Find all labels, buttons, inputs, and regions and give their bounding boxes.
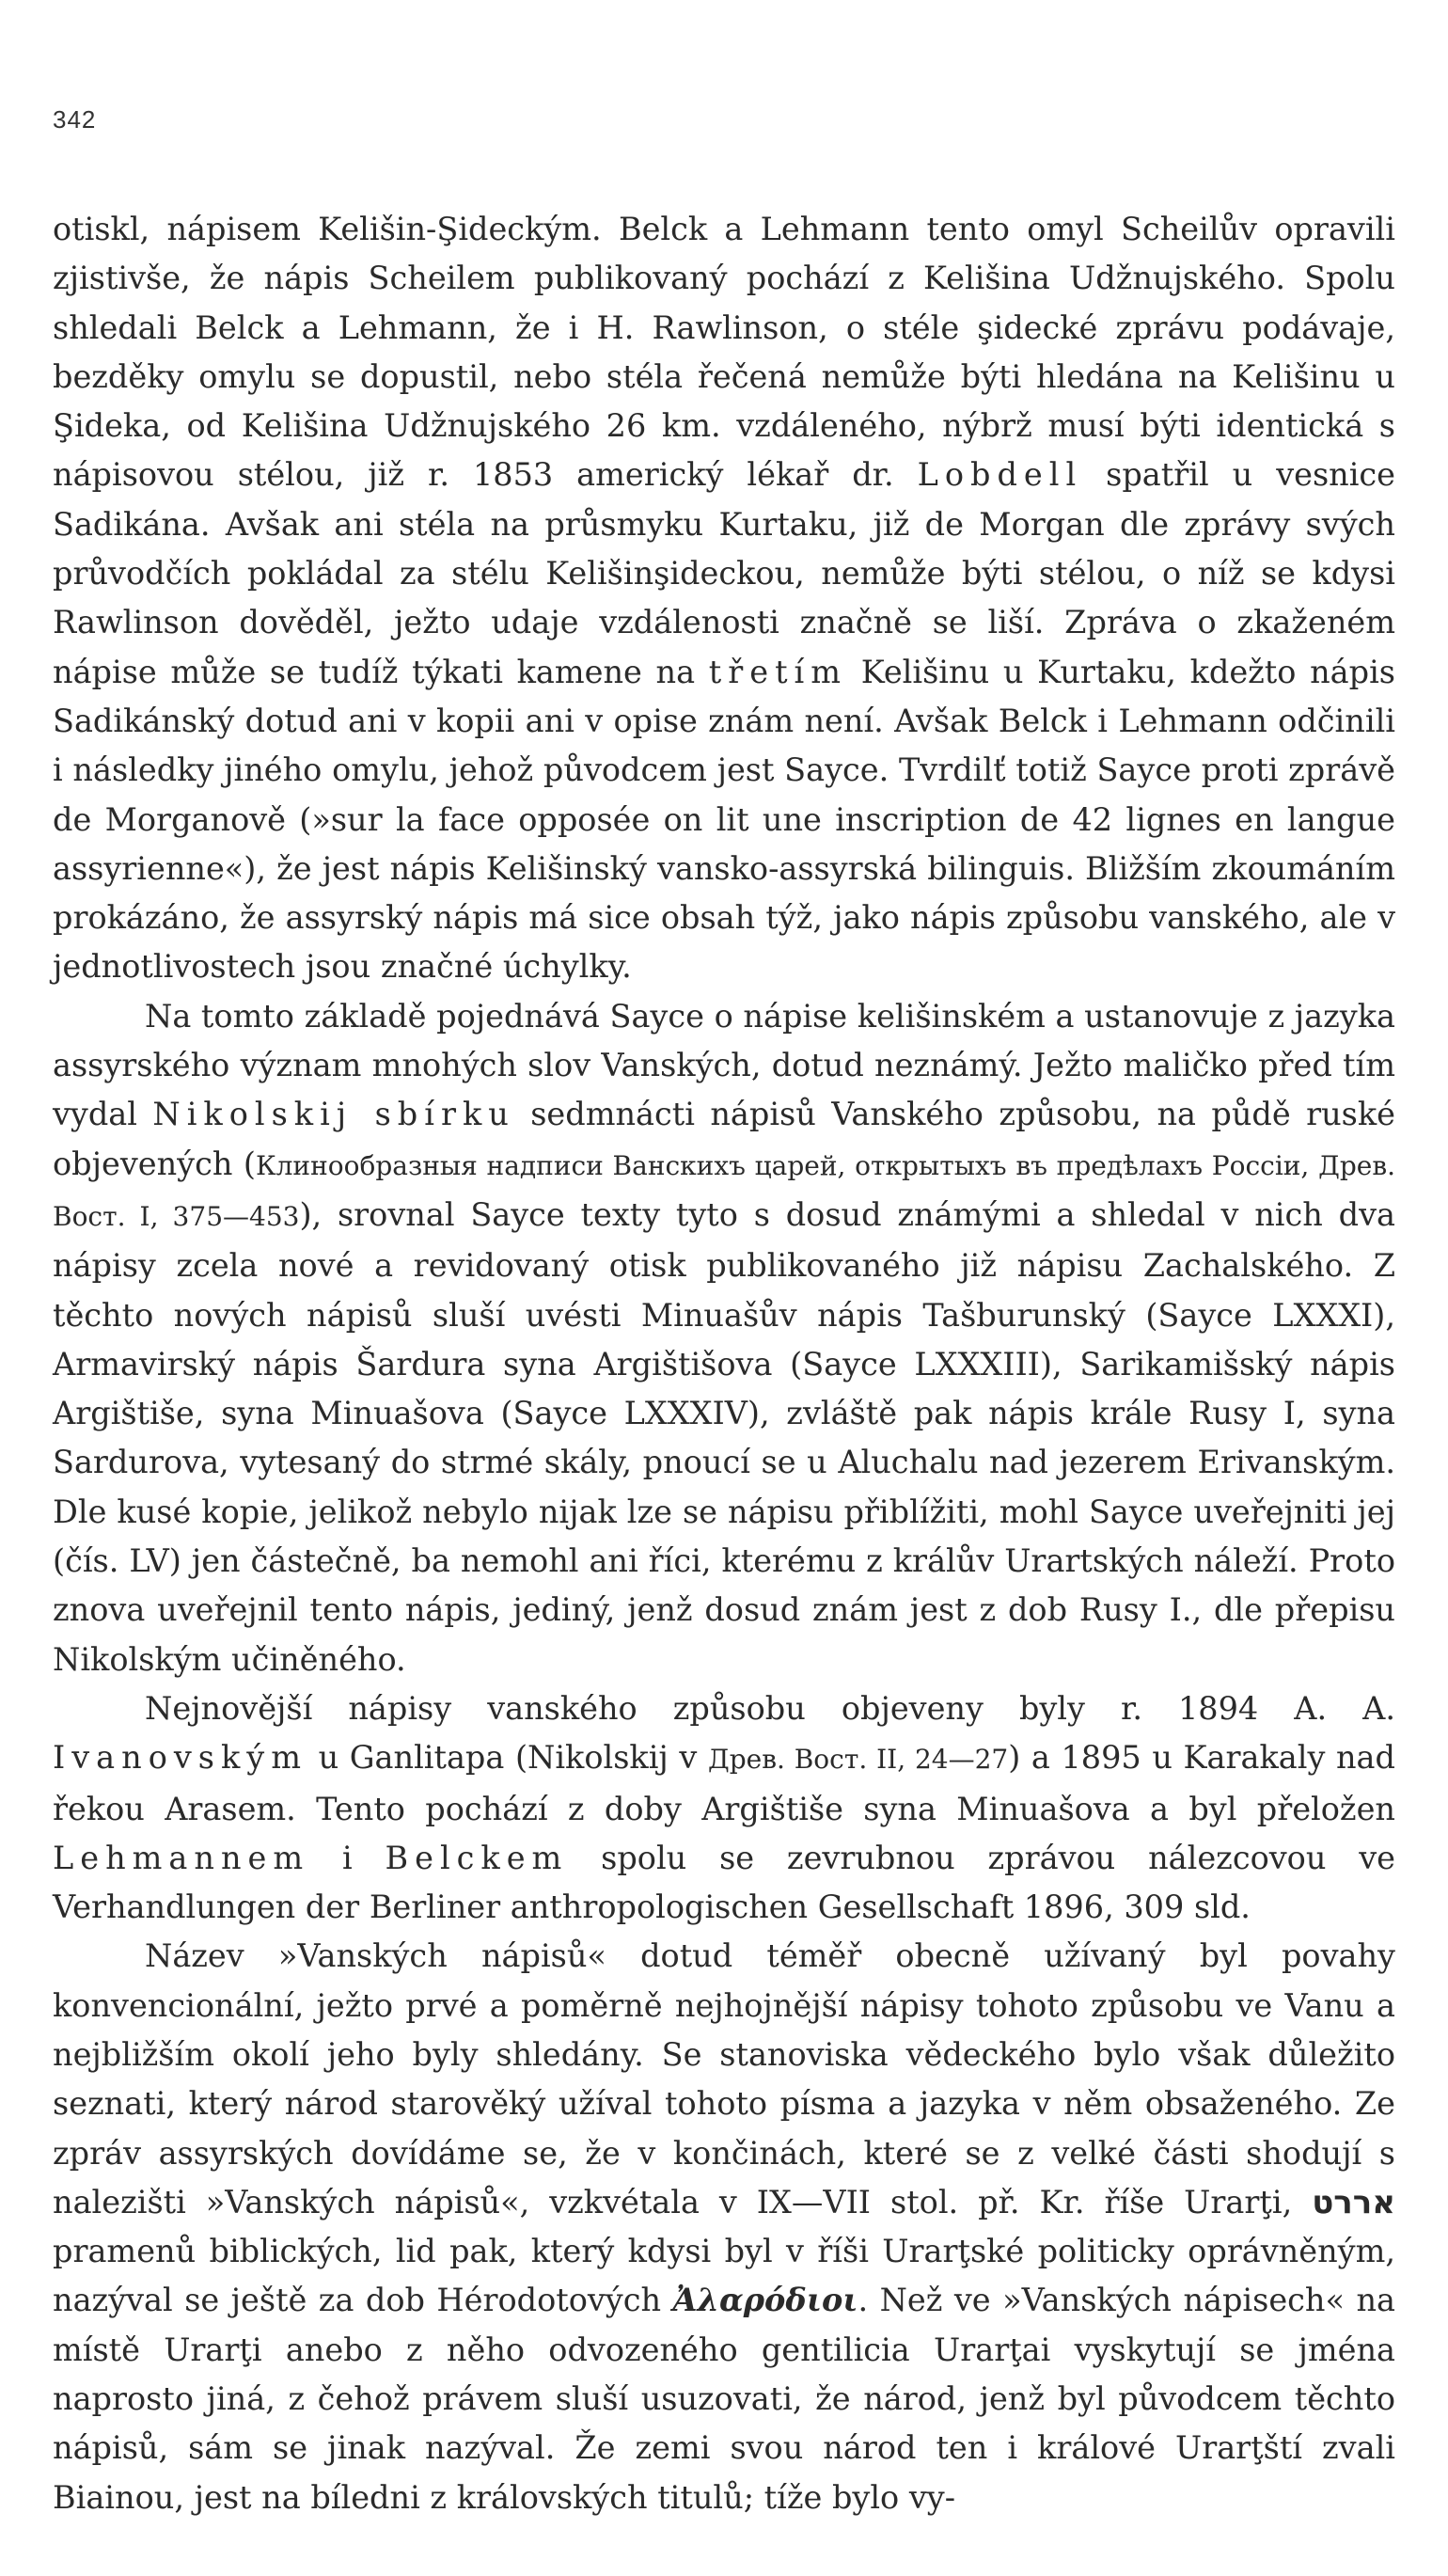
hebrew-term: אררט — [1312, 2183, 1395, 2221]
text-span: ) a 1895 u Karakaly nad řekou Arasem. Tento pochází z doby Argištiše syna Minuašova a byl přeložen — [53, 1739, 1395, 1827]
text-span: otiskl, nápisem Kelišin-Şideckým. Belck a Lehmann tento omyl Scheilův opravili zjistivše, že nápis Scheilem publikovaný pochází z Kelišina Udžnujského. Spolu shledali Belck a Lehmann, že i H. Rawlinson, o stéle şidecké zprávu podávaje, bezděky omylu se dopustil, nebo stéla řečená nemůže býti hledána na Kelišinu u Şideka, od Kelišina Udžnujského 26 km. vzdáleného, nýbrž musí býti identická s nápisovou stélou, již r. 1853 americký lékař dr. — [53, 211, 1395, 494]
text-span: spatřil u vesnice Sadikána. Avšak ani stéla na průsmyku Kurtaku, již de Morgan dle zprávy svých průvodčích pokládal za stélu Kelišinşideckou, nemůže býti stélou, o níž se kdysi Rawlinson dověděl, ježto udaje vzdálenosti značně se liší. Zpráva o zkaženém nápise může se tudíž týkati kamene na — [53, 456, 1396, 690]
text-span: spolu se zevrubnou zprávou nálezcovou ve Verhandlungen der Berliner anthropologischen Gesellschaft 1896, 309 sld. — [53, 1839, 1395, 1926]
paragraph — [53, 1684, 1395, 1932]
russian-citation: Клинообразныя надписи Ванскихъ царей, открытыхъ въ предѣлахъ Россіи, Древ. Вост. I, 375—453 — [53, 1149, 1395, 1232]
text-span: sedmnácti nápisů Vanského způsobu, na půdě ruské objevených ( — [53, 1096, 1395, 1182]
text-span: Na tomto základě pojednává Sayce o nápise kelišinském a ustanovuje z jazyka assyrského význam mnohých slov Vanských, dotud neznámý. Ježto maličko před tím vydal — [53, 997, 1395, 1133]
emphasized-name: Ivanovským — [53, 1739, 307, 1777]
paragraph — [53, 992, 1395, 1684]
emphasized-name: Lobdell — [917, 456, 1083, 494]
text-span: . Než ve »Vanských nápisech« na místě Urarţi anebo z něho odvozeného gentilicia Urarţai vyskytují se jména naprosto jiná, z čehož právem sluší usuzovati, že národ, jenž byl původcem těchto nápisů, sám se jinak nazýval. Že zemi svou národ ten i králové Urarţští zvali Biainou, jest na bíledni z královských titulů; tíže bylo vy- — [53, 2282, 1395, 2516]
text-span: Kelišinu u Kurtaku, kdežto nápis Sadikánský dotud ani v kopii ani v opise znám není. Avšak Belck i Lehmann odčinili i následky jiného omylu, jehož původcem jest Sayce. Tvrdilť totiž Sayce proti zprávě de Morganově (»sur la face opposée on lit une inscription de 42 lignes en langue assyrienne«), že jest nápis Kelišinský vansko-assyrská bilinguis. Bližším zkoumáním prokázáno, že assyrský nápis má sice obsah týž, jako nápis způsobu vanského, ale v jednotlivostech jsou značné úchylky. — [53, 653, 1396, 986]
article-body — [53, 205, 1395, 2522]
emphasized-name: Lehmannem — [53, 1839, 310, 1876]
text-span: Název »Vanských nápisů« dotud téměř obecně užívaný byl povahy konvencionální, ježto prvé a poměrně nejhojnější nápisy tohoto způsobu ve Vanu a nejbližším okolí jeho byly shledány. Se stanoviska vědeckého bylo však důležito seznati, který národ starověký užíval tohoto písma a jazyka v něm obsaženého. Ze zpráv assyrských dovídáme se, že v končinách, které se z velké části shodují s nalezišti »Vanských nápisů«, vzkvétala v IX—VII stol. př. Kr. říše Urarţi, — [53, 1937, 1395, 2220]
emphasized-name: Nikolskij sbírku — [152, 1096, 515, 1133]
paragraph — [53, 205, 1395, 992]
emphasized-name: třetím — [708, 653, 848, 690]
text-span: ), srovnal Sayce texty tyto s dosud známými a shledal v nich dva nápisy zcela nové a revidovaný otisk publikovaného již nápisu Zachalského. Z těchto nových nápisů sluší uvésti Minuašův nápis Tašburunský (Sayce LXXXI), Armavirský nápis Šardura syna Argištišova (Sayce LXXXIII), Sarikamišský nápis Argištiše, syna Minuašova (Sayce LXXXIV), zvláště pak nápis krále Rusy I, syna Sardurova, vytesaný do strmé skály, pnoucí se u Aluchalu nad jezerem Erivanským. Dle kusé kopie, jelikož nebylo nijak lze se nápisu přiblížiti, mohl Sayce uveřejniti jej (čís. LV) jen částečně, ba nemohl ani říci, kterému z králův Urartských náleží. Proto znova uveřejnil tento nápis, jediný, jenž dosud znám jest z dob Rusy I., dle přepisu Nikolským učiněného. — [53, 1195, 1395, 1678]
text-span: pramenů biblických, lid pak, který kdysi byl v říši Urarţské politicky oprávněným, nazýval se ještě za dob Hérodotových — [53, 2233, 1395, 2319]
greek-term: Ἀλαρόδιοι — [672, 2282, 858, 2319]
text-span: u Ganlitapa (Nikolskij v — [307, 1739, 708, 1777]
text-span: Nejnovější nápisy vanského způsobu objeveny byly r. 1894 A. A. — [145, 1689, 1395, 1727]
text-span: i — [309, 1839, 386, 1876]
paragraph — [53, 1932, 1395, 2522]
page-number: 342 — [53, 105, 97, 134]
emphasized-name: Belckem — [385, 1839, 569, 1876]
russian-citation: Древ. Вост. II, 24—27 — [707, 1744, 1009, 1776]
